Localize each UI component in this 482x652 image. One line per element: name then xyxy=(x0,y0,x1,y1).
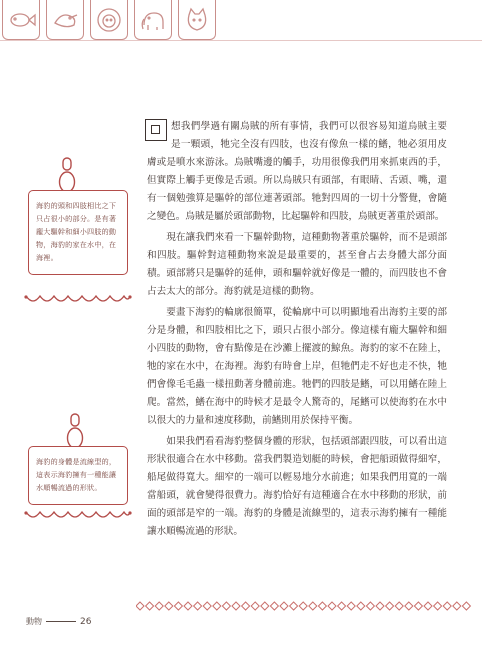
diamond-mark xyxy=(270,602,278,610)
bird-icon xyxy=(50,5,80,35)
tile-lion xyxy=(90,0,128,40)
diamond-mark xyxy=(155,602,163,610)
diamond-mark xyxy=(357,602,365,610)
diamond-mark xyxy=(328,602,336,610)
drop-cap-glyph xyxy=(145,119,167,141)
cat-icon xyxy=(182,5,212,35)
diamond-mark xyxy=(462,602,470,610)
diamond-mark xyxy=(443,602,451,610)
diamond-mark xyxy=(299,602,307,610)
tile-fish xyxy=(2,0,40,40)
tile-elephant xyxy=(134,0,172,40)
paragraph-2: 現在讓我們來看一下驅幹動物，這種動物著重於驅幹，而不是頭部和四肢。驅幹對這種動物來說是最重要的，甚至會占去身體大部分面積。頭部將只是驅幹的延伸，頭和驅幹就好像是一體的，而四肢也不會占去太大的部分。海豹就是這樣的動物。 xyxy=(147,232,447,297)
diamond-mark xyxy=(424,602,432,610)
diamond-mark xyxy=(290,602,298,610)
paragraph-1-text: 想我們學過有關烏賊的所有事情，我們可以很容易知道烏賊主要是一顆頭，牠完全沒有四肢，也沒有像魚一樣的鰭，牠必須用皮膚或是噴水來游泳。烏賊嘴邊的觸手，功用很像我們用來抓東西的手，但實際上觸手更像是舌頭。所以烏賊只有頭部，有眼睛、舌頭、嘴，還有一個勉強算是驅幹的部位連著頭部。牠對四周的一切十分警覺，會隨之變色。烏賊是屬於頭部動物，比起驅幹和四肢，烏賊更著重於頭部。 xyxy=(147,121,447,222)
diamond-mark xyxy=(174,602,182,610)
gourd-icon xyxy=(58,156,76,194)
footer-rule xyxy=(46,621,76,622)
side-note-2-text: 海豹的身體是流線型的，這表示海豹擁有一種能讓水順暢流過的形狀。 xyxy=(36,457,117,492)
diamond-mark xyxy=(347,602,355,610)
scallop-border-2 xyxy=(24,510,132,522)
diamond-mark xyxy=(376,602,384,610)
diamond-mark xyxy=(453,602,461,610)
elephant-icon xyxy=(138,5,168,35)
diamond-mark xyxy=(280,602,288,610)
paragraph-1 xyxy=(147,118,447,226)
page-footer xyxy=(26,616,91,627)
tile-bird xyxy=(46,0,84,40)
diamond-mark xyxy=(242,602,250,610)
gourd-icon xyxy=(66,412,84,450)
paragraph-4: 如果我們看看海豹整個身體的形狀，包括頭部跟四肢，可以看出這形狀很適合在水中移動。當我們製造划艇的時候，會把船頭做得細窄，船尾做得寬大。細窄的一端可以輕易地分水前進；如果我們用寬的一端當船頭，就會變得很費力。海豹恰好有這種適合在水中移動的形狀，前面的頭部是窄的一端。海豹的身體是流線型的，這表示海豹擁有一種能讓水順暢流過的形狀。 xyxy=(147,436,447,537)
diamond-mark xyxy=(338,602,346,610)
diamond-mark xyxy=(434,602,442,610)
fish-icon xyxy=(6,5,36,35)
header-icon-strip xyxy=(0,0,216,40)
diamond-mark xyxy=(309,602,317,610)
diamond-mark xyxy=(194,602,202,610)
tile-cat xyxy=(178,0,216,40)
diamond-mark xyxy=(251,602,259,610)
lion-icon xyxy=(94,5,124,35)
diamond-mark xyxy=(405,602,413,610)
scallop-border-1 xyxy=(24,294,132,306)
diamond-mark xyxy=(136,602,144,610)
diamond-mark xyxy=(414,602,422,610)
diamond-mark xyxy=(222,602,230,610)
side-note-1-text: 海豹的頭和四肢相比之下只占很小的部分。是有著龐大驅幹和細小四肢的動物，海豹的家在水中，在海裡。 xyxy=(36,201,117,262)
diamond-mark xyxy=(366,602,374,610)
main-text xyxy=(147,118,447,541)
diamond-mark xyxy=(146,602,154,610)
header-divider xyxy=(0,40,482,41)
diamond-mark xyxy=(203,602,211,610)
side-note-2 xyxy=(28,446,128,505)
paragraph-3: 要畫下海豹的輪廓很簡單，從輪廓中可以明顯地看出海豹主要的部分是身體，和四肢相比之下，頭只占很小部分。像這樣有龐大驅幹和細小四肢的動物，會有點像是在沙灘上擺渡的鯨魚。海豹的家不在陸上，牠的家在水中，在海裡。海豹有時會上岸，但牠們走不好也走不快，牠們會像毛毛蟲一樣扭動著身體前進。牠們的四肢是鰭，可以用鰭在陸上爬。當然，鰭在海中的時候才是最令人驚奇的，尾鰭可以使海豹在水中以很大的力量和速度移動，前鰭則用於保持平衡。 xyxy=(147,307,447,426)
diamond-mark xyxy=(184,602,192,610)
diamond-mark xyxy=(213,602,221,610)
diamond-mark xyxy=(165,602,173,610)
diamond-divider xyxy=(136,601,472,611)
diamond-mark xyxy=(318,602,326,610)
diamond-mark xyxy=(386,602,394,610)
footer-label: 動物 xyxy=(26,617,42,626)
diamond-mark xyxy=(261,602,269,610)
side-note-1 xyxy=(28,190,128,275)
diamond-mark xyxy=(232,602,240,610)
diamond-mark xyxy=(395,602,403,610)
page-number: 26 xyxy=(80,616,92,627)
